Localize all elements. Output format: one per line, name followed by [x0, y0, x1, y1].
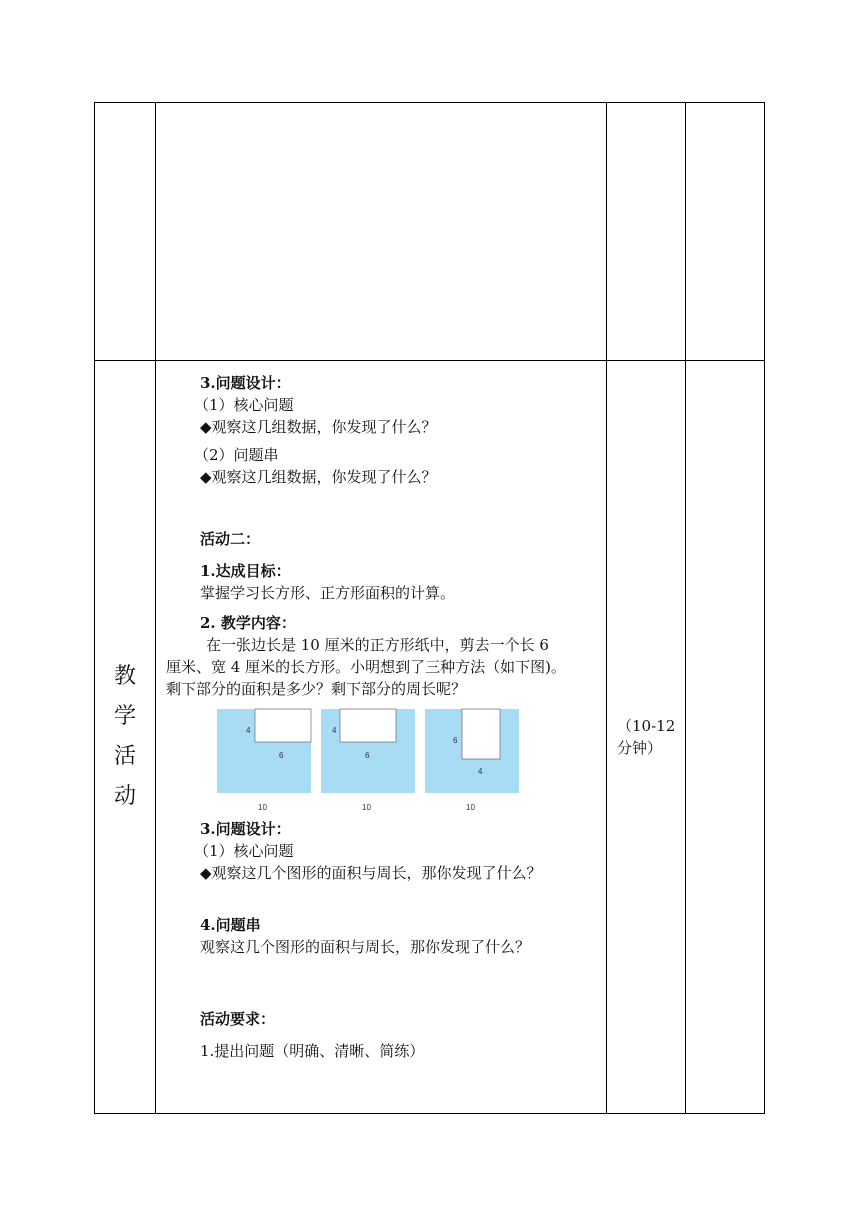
base-length-label: 10 — [362, 803, 371, 812]
table-row — [95, 103, 765, 361]
sub-label: （1）核心问题 — [194, 842, 294, 860]
side-length-label: 6 — [453, 736, 458, 745]
sub-label: （1）核心问题 — [194, 396, 294, 414]
base-length-label: 10 — [466, 803, 475, 812]
question-text: ◆观察这几组数据，你发现了什么？ — [200, 468, 437, 486]
goal-text: 掌握学习长方形、正方形面积的计算。 — [200, 584, 456, 602]
empty-cell — [156, 103, 607, 361]
question-text: ◆观察这几组数据，你发现了什么？ — [200, 418, 437, 436]
section-title: 3.问题设计： — [200, 374, 291, 392]
section-title: 1.达成目标： — [200, 562, 291, 580]
problem-text: 剩下部分的面积是多少？剩下部分的周长呢？ — [166, 680, 467, 698]
cut-length-label: 6 — [279, 751, 284, 760]
cut-square-figure — [320, 708, 418, 812]
cut-rectangle — [255, 709, 311, 742]
side-label-char: 活 — [113, 744, 136, 769]
base-length-label: 10 — [258, 803, 267, 812]
time-text: （10-12 — [617, 717, 676, 735]
side-length-label: 4 — [246, 726, 251, 735]
content-cell — [156, 361, 607, 1114]
side-length-label: 4 — [332, 726, 337, 735]
figure-group — [216, 708, 606, 812]
problem-text: 在一张边长是 10 厘米的正方形纸中，剪去一个长 6 — [206, 636, 549, 654]
time-text: 分钟） — [617, 739, 663, 757]
section-title: 2. 教学内容： — [200, 614, 296, 632]
activity-title: 活动二： — [200, 530, 261, 548]
time-cell — [607, 361, 686, 1114]
table-row — [95, 361, 765, 1114]
empty-cell — [686, 361, 765, 1114]
section-label-cell — [95, 361, 156, 1114]
empty-cell — [686, 103, 765, 361]
empty-cell — [95, 103, 156, 361]
sub-label: （2）问题串 — [194, 446, 279, 464]
cut-length-label: 4 — [478, 767, 483, 776]
section-title: 3.问题设计： — [200, 820, 291, 838]
cut-square-figure — [424, 708, 522, 812]
empty-cell — [607, 103, 686, 361]
side-label-char: 学 — [113, 704, 136, 729]
requirement-item: 1.提出问题（明确、清晰、简练） — [200, 1042, 425, 1060]
cut-rectangle — [462, 709, 500, 759]
cut-rectangle — [340, 709, 396, 742]
lesson-table — [94, 102, 765, 1114]
side-label-char: 动 — [113, 784, 136, 809]
question-text: ◆观察这几个图形的面积与周长，那你发现了什么？ — [200, 864, 542, 882]
cut-square-figure — [216, 708, 314, 812]
section-title: 4.问题串 — [200, 916, 261, 934]
side-label-char: 教 — [113, 664, 136, 689]
question-text: 观察这几个图形的面积与周长，那你发现了什么？ — [200, 938, 531, 956]
section-title: 活动要求： — [200, 1010, 276, 1028]
cut-length-label: 6 — [365, 751, 370, 760]
problem-text: 厘米、宽 4 厘米的长方形。小明想到了三种方法（如下图)。 — [166, 658, 566, 676]
